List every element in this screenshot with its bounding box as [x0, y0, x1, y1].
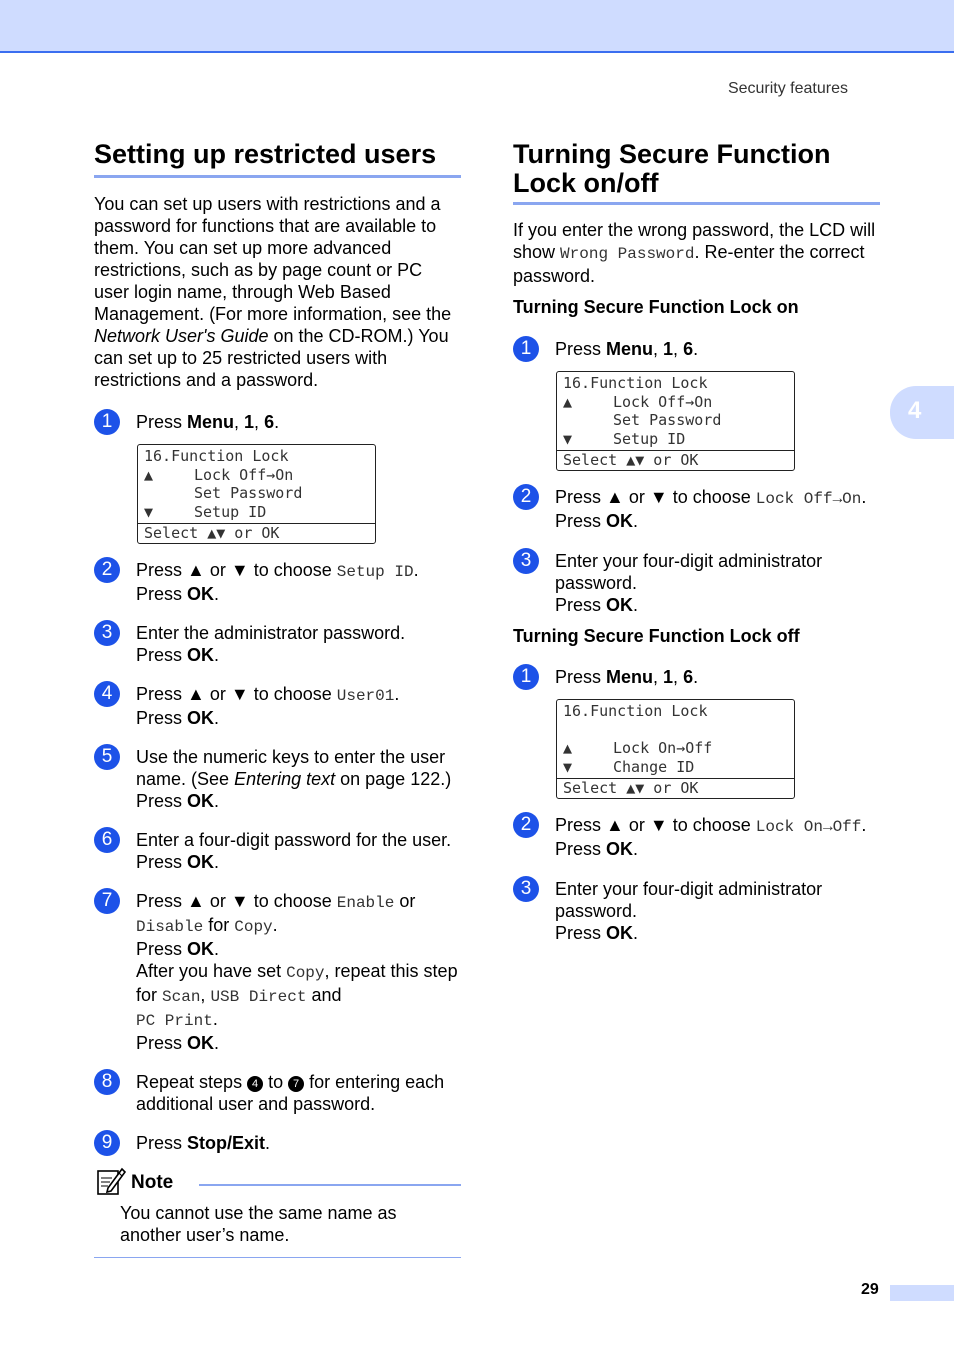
lcd-option: Enable	[336, 894, 395, 912]
step-text: to choose	[667, 815, 756, 835]
ok-key: OK	[187, 584, 215, 604]
step-text: Press	[555, 339, 607, 359]
step-text: Press	[555, 923, 607, 943]
key-6: 6	[683, 667, 694, 687]
lcd-row-text: Setup ID	[613, 429, 686, 448]
step-text: Enter your four-digit administrator password.	[555, 879, 823, 921]
note-label: Note	[131, 1172, 174, 1193]
up-arrow-icon: ▲	[187, 560, 205, 580]
section-title	[513, 140, 880, 205]
lcd-title: 16.Function Lock	[563, 702, 708, 720]
period: .	[214, 1033, 220, 1053]
step-text: or	[623, 487, 650, 507]
note-box	[94, 1168, 461, 1258]
step-number: 6	[94, 827, 120, 853]
period: .	[861, 487, 867, 507]
step-4	[94, 683, 461, 729]
step-number: 9	[94, 1130, 120, 1156]
down-arrow-icon: ▼	[649, 487, 668, 507]
lcd-option: Copy	[234, 918, 273, 936]
step-text: Press	[136, 412, 188, 432]
lcd-row-text: Change ID	[613, 757, 695, 776]
period: .	[413, 560, 419, 580]
lcd-option: Scan	[162, 988, 201, 1006]
ok-key: OK	[606, 923, 634, 943]
period: .	[274, 412, 280, 432]
subsection-heading-on: Turning Secure Function Lock on	[513, 297, 799, 317]
lcd-row-text: Lock Off→On	[613, 392, 713, 411]
chapter-number: 4	[908, 397, 922, 424]
lcd-row-text: Setup ID	[194, 502, 267, 521]
title-line-2: Lock on/off	[513, 168, 659, 198]
step-text: Use the numeric keys to enter the user name. (See	[136, 747, 446, 789]
step-text: for entering each additional user and password.	[136, 1072, 445, 1114]
separator: ,	[653, 339, 664, 359]
off-step-1	[513, 666, 880, 688]
step-number: 4	[94, 681, 120, 707]
ok-key: OK	[187, 939, 215, 959]
down-arrow-icon: ▼	[563, 757, 573, 776]
step-number: 8	[94, 1069, 120, 1095]
step-text: Press	[136, 939, 188, 959]
on-step-1	[513, 338, 880, 360]
step-text: , repeat this step for	[136, 961, 458, 1005]
right-column	[513, 140, 880, 944]
down-arrow-icon: ▼	[144, 502, 154, 521]
intro-text-2: on the CD-ROM.) You can set up to 25 restricted users with restrictions and a password.	[94, 326, 449, 390]
step-6	[94, 829, 461, 873]
step-text: Press	[136, 791, 188, 811]
lcd-option: User01	[336, 687, 395, 705]
lcd-row	[563, 721, 788, 740]
step-text: and	[306, 985, 342, 1005]
step-text: Press	[555, 487, 607, 507]
step-text: on page 122.)	[335, 769, 452, 789]
period: .	[633, 511, 639, 531]
step-text: to choose	[248, 560, 337, 580]
lcd-row-marker	[144, 484, 194, 503]
lcd-screen	[556, 699, 795, 799]
step-number: 3	[513, 548, 539, 574]
on-step-2	[513, 486, 880, 532]
lcd-option: PC Print	[136, 1012, 213, 1030]
ok-key: OK	[187, 1033, 215, 1053]
lcd-option: Lock On→Off	[755, 818, 862, 836]
step-text: Press	[136, 645, 188, 665]
menu-key: Menu	[187, 412, 235, 432]
step-text: or	[623, 815, 650, 835]
step-text: to choose	[248, 684, 337, 704]
down-arrow-icon: ▼	[230, 560, 249, 580]
up-arrow-icon: ▲	[606, 487, 624, 507]
period: .	[633, 595, 639, 615]
step-text: to choose	[667, 487, 756, 507]
lcd-message: Wrong Password	[560, 245, 695, 263]
period: .	[861, 815, 867, 835]
lcd-row	[144, 484, 369, 503]
step-number: 2	[513, 812, 539, 838]
step-text: or	[204, 560, 231, 580]
key-6: 6	[264, 412, 275, 432]
step-text: Press	[136, 1033, 188, 1053]
step-text: Enter the administrator password.	[136, 623, 406, 643]
up-arrow-icon: ▲	[144, 465, 154, 484]
up-arrow-icon: ▲	[187, 891, 205, 911]
lcd-option: Setup ID	[336, 563, 414, 581]
step-text: Press	[136, 708, 188, 728]
ok-key: OK	[187, 852, 215, 872]
step-2	[94, 559, 461, 605]
lcd-row	[563, 430, 788, 449]
period: .	[693, 667, 699, 687]
key-6: 6	[683, 339, 694, 359]
note-divider	[199, 1184, 461, 1186]
separator: ,	[200, 985, 211, 1005]
key-1: 1	[244, 412, 255, 432]
lcd-screen	[137, 444, 376, 544]
header-bar	[0, 0, 954, 53]
lcd-option: Disable	[136, 918, 204, 936]
intro-paragraph	[513, 219, 880, 287]
lcd-row	[144, 503, 369, 522]
period: .	[212, 1009, 218, 1029]
separator: ,	[254, 412, 265, 432]
separator: ,	[673, 667, 684, 687]
period: .	[214, 708, 220, 728]
up-arrow-icon: ▲	[606, 815, 624, 835]
separator: ,	[673, 339, 684, 359]
step-text: Enter your four-digit administrator password.	[555, 551, 823, 593]
ok-key: OK	[187, 791, 215, 811]
step-text: Press	[136, 1133, 188, 1153]
step-reference: 7	[288, 1076, 304, 1092]
intro-text: If you enter the wrong password, the LCD will show	[513, 220, 876, 262]
down-arrow-icon: ▼	[230, 684, 249, 704]
ok-key: OK	[606, 511, 634, 531]
menu-key: Menu	[606, 667, 654, 687]
lcd-row-text: Lock Off→On	[194, 465, 294, 484]
step-8	[94, 1071, 461, 1115]
title-line-1: Turning Secure Function	[513, 139, 831, 169]
period: .	[272, 915, 278, 935]
step-number: 3	[94, 620, 120, 646]
step-5	[94, 746, 461, 812]
off-step-3	[513, 878, 880, 944]
section-title: Setting up restricted users	[94, 140, 461, 178]
step-number: 1	[513, 336, 539, 362]
step-text: Press	[136, 684, 188, 704]
step-text: Press	[136, 891, 188, 911]
step-text: Repeat steps	[136, 1072, 248, 1092]
lcd-row-marker	[563, 721, 613, 740]
step-reference: 4	[247, 1076, 263, 1092]
note-bottom-rule	[94, 1257, 461, 1258]
lcd-footer: Select ▲▼ or OK	[138, 523, 375, 543]
off-step-2	[513, 814, 880, 860]
key-1: 1	[663, 339, 674, 359]
step-text: Press	[136, 584, 188, 604]
note-text: You cannot use the same name as another user’s name.	[120, 1203, 397, 1245]
step-number: 5	[94, 744, 120, 770]
period: .	[214, 645, 220, 665]
step-number: 2	[513, 484, 539, 510]
period: .	[265, 1133, 271, 1153]
period: .	[214, 584, 220, 604]
step-text: or	[204, 891, 231, 911]
page-number-bar	[890, 1285, 954, 1301]
step-text: Press	[555, 815, 607, 835]
down-arrow-icon: ▼	[649, 815, 668, 835]
step-text: Press	[555, 839, 607, 859]
up-arrow-icon: ▲	[563, 739, 573, 757]
step-text: for	[203, 915, 235, 935]
lcd-row-text: Set Password	[613, 411, 722, 429]
on-step-3	[513, 550, 880, 616]
period: .	[214, 852, 220, 872]
lcd-option: Copy	[286, 964, 325, 982]
ok-key: OK	[606, 839, 634, 859]
note-pencil-icon	[96, 1166, 126, 1196]
step-text: to	[263, 1072, 289, 1092]
period: .	[633, 923, 639, 943]
ok-key: OK	[187, 708, 215, 728]
guide-title: Network User's Guide	[94, 326, 269, 346]
ok-key: OK	[187, 645, 215, 665]
lcd-option: Lock Off→On	[755, 490, 862, 508]
step-number: 3	[513, 876, 539, 902]
step-number: 2	[94, 557, 120, 583]
lcd-title: 16.Function Lock	[563, 374, 708, 392]
running-head: Security features	[727, 80, 848, 97]
step-number: 1	[513, 664, 539, 690]
up-arrow-icon: ▲	[563, 392, 573, 411]
step-9	[94, 1132, 461, 1154]
up-arrow-icon: ▲	[187, 684, 205, 704]
subsection-heading-off: Turning Secure Function Lock off	[513, 626, 800, 646]
chapter-tab	[890, 386, 954, 439]
step-text: Press	[136, 560, 188, 580]
lcd-row-text: Set Password	[194, 484, 303, 502]
step-3	[94, 622, 461, 666]
separator: ,	[653, 667, 664, 687]
step-1	[94, 411, 461, 433]
separator: ,	[234, 412, 245, 432]
page-number: 29	[861, 1281, 879, 1298]
lcd-row-text: Lock On→Off	[613, 739, 713, 757]
intro-paragraph	[94, 193, 461, 391]
cross-reference: Entering text	[234, 769, 336, 789]
lcd-row	[563, 739, 788, 758]
intro-text-2: . Re-enter the correct password.	[513, 242, 865, 286]
left-column	[94, 140, 461, 1258]
menu-key: Menu	[606, 339, 654, 359]
step-text: Enter a four-digit password for the user.	[136, 830, 452, 850]
step-text: After you have set	[136, 961, 287, 981]
period: .	[394, 684, 400, 704]
down-arrow-icon: ▼	[230, 891, 249, 911]
step-text: Press	[555, 667, 607, 687]
ok-key: OK	[606, 595, 634, 615]
lcd-footer: Select ▲▼ or OK	[557, 450, 794, 470]
lcd-row	[563, 411, 788, 430]
step-text: Press	[555, 511, 607, 531]
period: .	[214, 939, 220, 959]
period: .	[633, 839, 639, 859]
down-arrow-icon: ▼	[563, 429, 573, 448]
lcd-row-marker	[563, 411, 613, 430]
step-text: to choose	[248, 891, 337, 911]
lcd-row	[563, 393, 788, 412]
lcd-screen	[556, 371, 795, 471]
step-text: Press	[136, 852, 188, 872]
lcd-row	[144, 466, 369, 485]
lcd-footer: Select ▲▼ or OK	[557, 778, 794, 798]
step-7	[94, 890, 461, 1054]
stop-exit-key: Stop/Exit	[187, 1133, 266, 1153]
step-text: or	[204, 684, 231, 704]
period: .	[214, 791, 220, 811]
intro-text: You can set up users with restrictions and a password for functions that are available to them. You can set up more advanced restrictions, such as by page count or PC user login name, through Web Based Management. (For more information, see the	[94, 194, 452, 324]
note-header	[94, 1168, 461, 1196]
step-text: Press	[555, 595, 607, 615]
step-number: 1	[94, 409, 120, 435]
lcd-title: 16.Function Lock	[144, 447, 289, 465]
period: .	[693, 339, 699, 359]
step-number: 7	[94, 888, 120, 914]
lcd-row	[563, 758, 788, 777]
key-1: 1	[663, 667, 674, 687]
step-text: or	[394, 891, 416, 911]
lcd-option: USB Direct	[210, 988, 307, 1006]
